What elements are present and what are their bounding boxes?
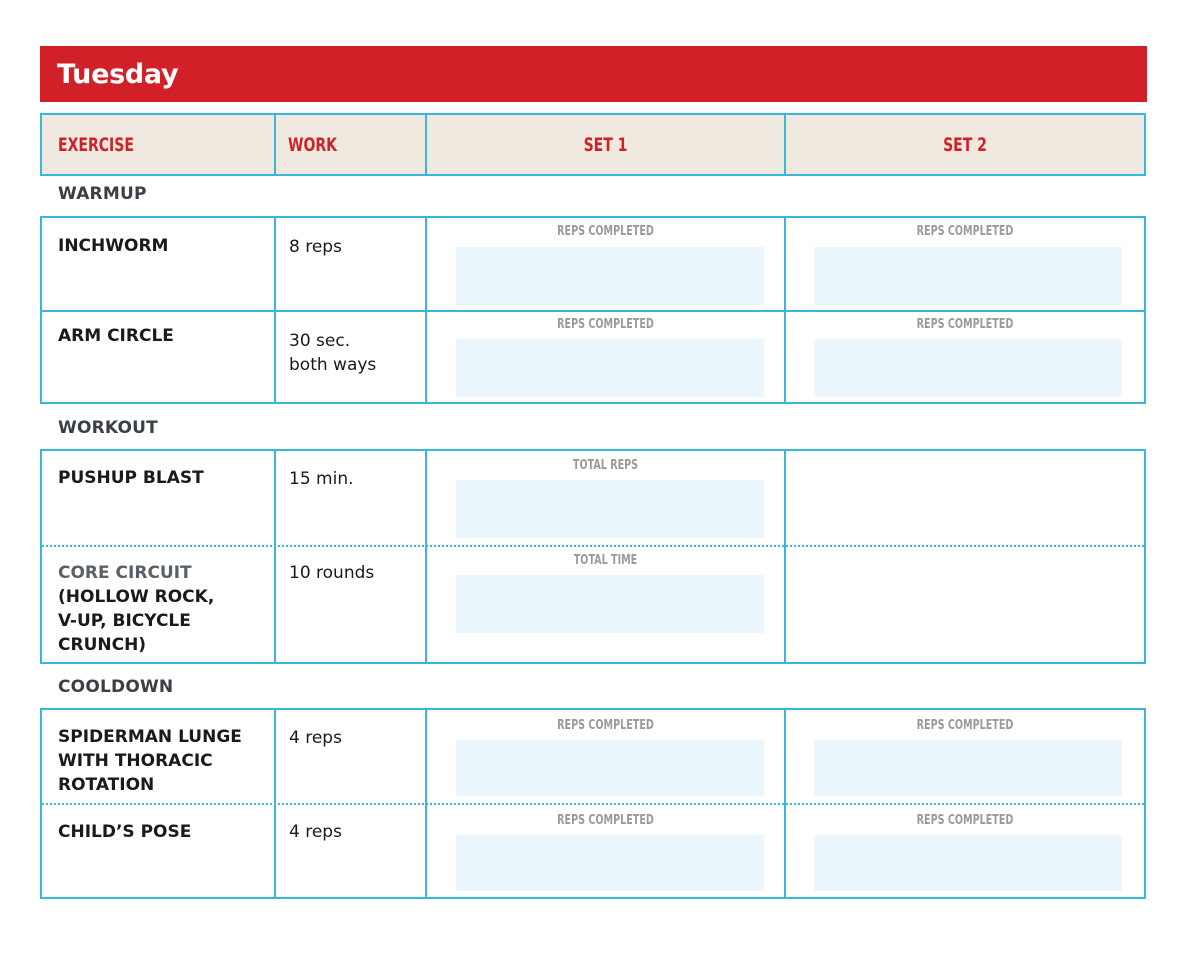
exercise-name-inchworm: INCHWORM (58, 236, 169, 256)
exercise-name-core-circuit (58, 561, 214, 657)
set2-reps-input[interactable] (814, 247, 1122, 305)
set1-field-label: TOTAL REPS (572, 458, 639, 473)
set2-field-label: REPS COMPLETED (916, 224, 1014, 239)
work-inchworm: 8 reps (289, 237, 342, 257)
column-header-work: WORK (288, 134, 338, 156)
exercise-name-core-circuit-line-4: CRUNCH) (58, 635, 147, 655)
column-header-set-1: SET 1 (583, 134, 628, 156)
row-divider-dotted (42, 803, 1144, 805)
exercise-name-core-circuit-line-2: (HOLLOW ROCK, (58, 587, 215, 607)
set1-field-label: REPS COMPLETED (557, 317, 654, 332)
set1-field-label: REPS COMPLETED (557, 718, 654, 733)
day-title: Tuesday (57, 59, 179, 90)
total-time-input[interactable] (456, 575, 764, 633)
exercise-name-spiderman-lunge-line-3: ROTATION (58, 775, 155, 795)
work-arm-circle-line-1: 30 sec. (289, 331, 351, 351)
exercise-name-core-circuit-line-1: CORE CIRCUIT (58, 563, 192, 583)
column-header-exercise: EXERCISE (58, 134, 134, 156)
exercise-name-spiderman-lunge-line-2: WITH THORACIC (58, 751, 213, 771)
exercise-name-arm-circle: ARM CIRCLE (58, 326, 174, 346)
exercise-name-spiderman-lunge-line-1: SPIDERMAN LUNGE (58, 727, 242, 747)
column-divider (784, 451, 786, 662)
set1-field-label: REPS COMPLETED (557, 224, 654, 239)
set2-reps-input[interactable] (814, 740, 1122, 796)
row-divider (42, 310, 1144, 312)
day-header-banner (40, 46, 1147, 102)
exercise-name-pushup-blast: PUSHUP BLAST (58, 468, 204, 488)
work-spiderman-lunge: 4 reps (289, 728, 342, 748)
section-label-cooldown: COOLDOWN (58, 677, 174, 697)
total-reps-input[interactable] (456, 480, 764, 538)
work-pushup-blast: 15 min. (289, 469, 354, 489)
column-divider (274, 451, 276, 662)
column-divider (274, 115, 276, 174)
exercise-name-core-circuit-line-3: V-UP, BICYCLE (58, 611, 191, 631)
cooldown-table (40, 708, 1146, 899)
set2-field-label: REPS COMPLETED (916, 317, 1014, 332)
set1-field-label: REPS COMPLETED (557, 813, 654, 828)
work-childs-pose: 4 reps (289, 822, 342, 842)
set2-field-label: REPS COMPLETED (916, 718, 1014, 733)
set2-field-label: REPS COMPLETED (916, 813, 1014, 828)
section-label-workout: WORKOUT (58, 418, 158, 438)
set1-reps-input[interactable] (456, 339, 764, 397)
exercise-name-spiderman-lunge (58, 725, 242, 797)
work-arm-circle-line-2: both ways (289, 355, 377, 375)
set1-field-label: TOTAL TIME (573, 553, 638, 568)
exercise-name-childs-pose: CHILD’S POSE (58, 822, 192, 842)
column-divider (425, 115, 427, 174)
set1-reps-input[interactable] (456, 740, 764, 796)
work-core-circuit: 10 rounds (289, 563, 375, 583)
set2-reps-input[interactable] (814, 339, 1122, 397)
column-header-set-2: SET 2 (943, 134, 987, 156)
column-header-row (40, 113, 1146, 176)
row-divider-dotted (42, 545, 1144, 547)
set2-reps-input[interactable] (814, 835, 1122, 891)
set1-reps-input[interactable] (456, 835, 764, 891)
workout-table (40, 449, 1146, 664)
section-label-warmup: WARMUP (58, 184, 147, 204)
warmup-table (40, 216, 1146, 404)
column-divider (784, 115, 786, 174)
set1-reps-input[interactable] (456, 247, 764, 305)
